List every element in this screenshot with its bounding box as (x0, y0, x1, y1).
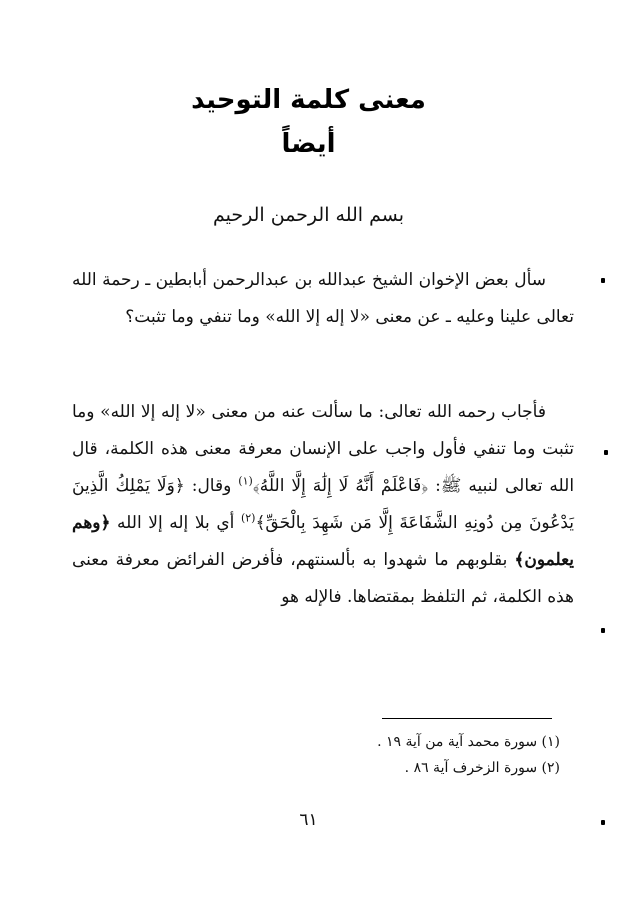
answer-text-d: بقلوبهم ما شهدوا به بألسنتهم، فأفرض الفرائض معرفة معنى هذه الكلمة، ثم التلفظ بمقتضاها. فالإله هو (72, 550, 574, 607)
page-number: ٦١ (299, 810, 318, 830)
footnote-divider (382, 718, 552, 719)
chapter-title (140, 78, 477, 166)
chapter-title-line2: أيضاً (281, 129, 336, 159)
answer-text-c: أي بلا إله إلا الله (117, 513, 235, 533)
footnote-ref-2: (٢) (240, 511, 256, 525)
basmala: بسم الله الرحمن الرحيم (213, 204, 404, 226)
question-paragraph: سأل بعض الإخوان الشيخ عبدالله بن عبدالرحمن أبابطين ـ رحمة الله تعالى علينا وعليه ـ عن معنى «لا إله إلا الله» وما تنفي وما تثبت؟ (72, 270, 574, 327)
scan-speck (601, 820, 605, 825)
scan-speck (601, 278, 605, 283)
scan-speck (604, 450, 608, 455)
footnote-2: (٢) سورة الزخرف آية ٨٦ . (404, 760, 560, 776)
answer-paragraph (72, 394, 574, 616)
footnote-ref-1: (١) (238, 474, 253, 488)
quran-verse-3: ﴿وهم يعلمون﴾ (72, 513, 575, 570)
quran-verse-1: ﴿فَاعْلَمْ أَنَّهُ لَا إِلَٰهَ إِلَّا اللَّهُ﴾ (252, 476, 429, 496)
quran-verse-2: ﴿وَلَا يَمْلِكُ الَّذِينَ يَدْعُونَ مِن دُونِهِ الشَّفَاعَةَ إِلَّا مَن شَهِدَ بِالْحَقِّ﴾ (72, 476, 575, 533)
answer-text-a: فأجاب رحمه الله تعالى: ما سألت عنه من معنى «لا إله إلا الله» وما تثبت وما تنفي فأول واجب على الإنسان معرفة معنى هذه الكلمة، قال الله تعالى لنبيه ﷺ: (72, 402, 575, 496)
answer-text-b: وقال: (191, 476, 232, 496)
scan-speck (601, 628, 605, 633)
chapter-title-line1: معنى كلمة التوحيد (191, 85, 426, 115)
footnote-1: (١) سورة محمد آية من آية ١٩ . (377, 734, 560, 750)
